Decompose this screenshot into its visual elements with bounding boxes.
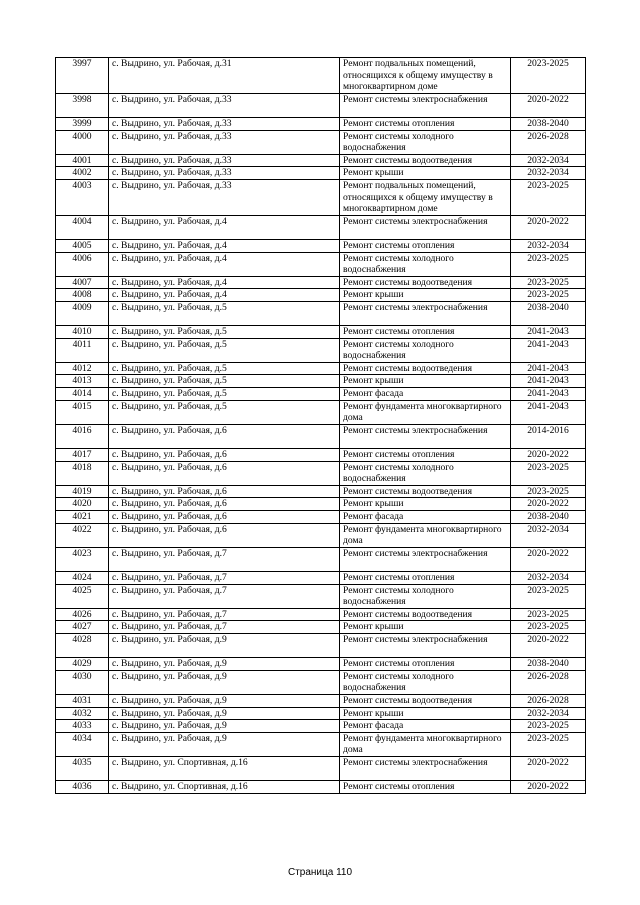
period-cell: 2023-2025 — [511, 584, 586, 608]
row-number-cell: 4017 — [56, 449, 109, 462]
work-type-cell: Ремонт крыши — [340, 621, 511, 634]
period-cell: 2041-2043 — [511, 388, 586, 401]
row-number-cell: 4021 — [56, 511, 109, 524]
address-cell: с. Выдрино, ул. Рабочая, д.9 — [109, 732, 340, 756]
row-number-cell: 4019 — [56, 485, 109, 498]
table-row — [56, 547, 586, 571]
address-cell: с. Выдрино, ул. Рабочая, д.6 — [109, 523, 340, 547]
work-type-cell: Ремонт системы холодного водоснабжения — [340, 130, 511, 154]
period-cell: 2020-2022 — [511, 498, 586, 511]
address-cell: с. Выдрино, ул. Рабочая, д.9 — [109, 670, 340, 694]
work-type-cell: Ремонт фундамента многоквартирного дома — [340, 523, 511, 547]
table-row — [56, 449, 586, 462]
period-cell: 2023-2025 — [511, 58, 586, 94]
table-row — [56, 511, 586, 524]
address-cell: с. Выдрино, ул. Рабочая, д.33 — [109, 154, 340, 167]
period-cell: 2032-2034 — [511, 154, 586, 167]
period-cell: 2038-2040 — [511, 301, 586, 325]
period-cell: 2014-2016 — [511, 424, 586, 448]
address-cell: с. Выдрино, ул. Рабочая, д.5 — [109, 338, 340, 362]
row-number-cell: 4032 — [56, 707, 109, 720]
period-cell: 2038-2040 — [511, 117, 586, 130]
period-cell: 2023-2025 — [511, 461, 586, 485]
table-row — [56, 117, 586, 130]
address-cell: с. Выдрино, ул. Рабочая, д.7 — [109, 584, 340, 608]
row-number-cell: 4010 — [56, 326, 109, 339]
address-cell: с. Выдрино, ул. Рабочая, д.6 — [109, 485, 340, 498]
address-cell: с. Выдрино, ул. Рабочая, д.5 — [109, 400, 340, 424]
row-number-cell: 4008 — [56, 289, 109, 302]
table-row — [56, 670, 586, 694]
table-body — [56, 58, 586, 794]
row-number-cell: 4034 — [56, 732, 109, 756]
table-row — [56, 498, 586, 511]
period-cell: 2038-2040 — [511, 658, 586, 671]
table-row — [56, 93, 586, 117]
repair-schedule-table — [55, 57, 586, 794]
period-cell: 2041-2043 — [511, 375, 586, 388]
row-number-cell: 4016 — [56, 424, 109, 448]
row-number-cell: 3997 — [56, 58, 109, 94]
work-type-cell: Ремонт фундамента многоквартирного дома — [340, 400, 511, 424]
row-number-cell: 4007 — [56, 276, 109, 289]
address-cell: с. Выдрино, ул. Рабочая, д.7 — [109, 547, 340, 571]
table-row — [56, 707, 586, 720]
table-row — [56, 58, 586, 94]
table-row — [56, 658, 586, 671]
work-type-cell: Ремонт подвальных помещений, относящихся к общему имуществу в многоквартирном доме — [340, 58, 511, 94]
period-cell: 2041-2043 — [511, 400, 586, 424]
row-number-cell: 4006 — [56, 252, 109, 276]
row-number-cell: 4000 — [56, 130, 109, 154]
work-type-cell: Ремонт системы холодного водоснабжения — [340, 461, 511, 485]
address-cell: с. Выдрино, ул. Рабочая, д.6 — [109, 449, 340, 462]
work-type-cell: Ремонт системы отопления — [340, 658, 511, 671]
address-cell: с. Выдрино, ул. Рабочая, д.7 — [109, 621, 340, 634]
period-cell: 2023-2025 — [511, 252, 586, 276]
period-cell: 2041-2043 — [511, 338, 586, 362]
row-number-cell: 4015 — [56, 400, 109, 424]
period-cell: 2032-2034 — [511, 707, 586, 720]
table-row — [56, 424, 586, 448]
table-row — [56, 239, 586, 252]
work-type-cell: Ремонт крыши — [340, 707, 511, 720]
work-type-cell: Ремонт системы водоотведения — [340, 154, 511, 167]
address-cell: с. Выдрино, ул. Рабочая, д.5 — [109, 326, 340, 339]
address-cell: с. Выдрино, ул. Рабочая, д.9 — [109, 658, 340, 671]
period-cell: 2020-2022 — [511, 633, 586, 657]
address-cell: с. Выдрино, ул. Рабочая, д.5 — [109, 375, 340, 388]
work-type-cell: Ремонт системы электроснабжения — [340, 633, 511, 657]
table-row — [56, 732, 586, 756]
row-number-cell: 4005 — [56, 239, 109, 252]
work-type-cell: Ремонт системы отопления — [340, 239, 511, 252]
address-cell: с. Выдрино, ул. Рабочая, д.4 — [109, 215, 340, 239]
period-cell: 2020-2022 — [511, 215, 586, 239]
row-number-cell: 4020 — [56, 498, 109, 511]
address-cell: с. Выдрино, ул. Рабочая, д.31 — [109, 58, 340, 94]
work-type-cell: Ремонт системы отопления — [340, 117, 511, 130]
table-row — [56, 130, 586, 154]
row-number-cell: 4026 — [56, 608, 109, 621]
row-number-cell: 4024 — [56, 571, 109, 584]
address-cell: с. Выдрино, ул. Рабочая, д.5 — [109, 301, 340, 325]
table-row — [56, 154, 586, 167]
work-type-cell: Ремонт системы электроснабжения — [340, 93, 511, 117]
work-type-cell: Ремонт системы отопления — [340, 571, 511, 584]
address-cell: с. Выдрино, ул. Рабочая, д.9 — [109, 720, 340, 733]
address-cell: с. Выдрино, ул. Рабочая, д.5 — [109, 388, 340, 401]
work-type-cell: Ремонт крыши — [340, 167, 511, 180]
row-number-cell: 4018 — [56, 461, 109, 485]
address-cell: с. Выдрино, ул. Рабочая, д.6 — [109, 424, 340, 448]
table-row — [56, 400, 586, 424]
table-row — [56, 167, 586, 180]
row-number-cell: 4030 — [56, 670, 109, 694]
table-row — [56, 301, 586, 325]
period-cell: 2023-2025 — [511, 621, 586, 634]
row-number-cell: 4014 — [56, 388, 109, 401]
table-row — [56, 179, 586, 215]
row-number-cell: 4013 — [56, 375, 109, 388]
work-type-cell: Ремонт фасада — [340, 720, 511, 733]
address-cell: с. Выдрино, ул. Рабочая, д.33 — [109, 179, 340, 215]
period-cell: 2020-2022 — [511, 93, 586, 117]
table-row — [56, 756, 586, 780]
period-cell: 2041-2043 — [511, 326, 586, 339]
table-row — [56, 694, 586, 707]
period-cell: 2032-2034 — [511, 167, 586, 180]
address-cell: с. Выдрино, ул. Спортивная, д.16 — [109, 781, 340, 794]
period-cell: 2041-2043 — [511, 362, 586, 375]
work-type-cell: Ремонт фундамента многоквартирного дома — [340, 732, 511, 756]
page-number: Страница 110 — [287, 867, 353, 878]
work-type-cell: Ремонт системы отопления — [340, 326, 511, 339]
period-cell: 2026-2028 — [511, 694, 586, 707]
table-row — [56, 608, 586, 621]
work-type-cell: Ремонт фасада — [340, 511, 511, 524]
row-number-cell: 4036 — [56, 781, 109, 794]
work-type-cell: Ремонт системы электроснабжения — [340, 215, 511, 239]
work-type-cell: Ремонт системы электроснабжения — [340, 547, 511, 571]
work-type-cell: Ремонт системы водоотведения — [340, 485, 511, 498]
table-row — [56, 571, 586, 584]
work-type-cell: Ремонт системы отопления — [340, 781, 511, 794]
period-cell: 2023-2025 — [511, 289, 586, 302]
work-type-cell: Ремонт подвальных помещений, относящихся к общему имуществу в многоквартирном доме — [340, 179, 511, 215]
row-number-cell: 4001 — [56, 154, 109, 167]
table-row — [56, 584, 586, 608]
period-cell: 2032-2034 — [511, 239, 586, 252]
period-cell: 2023-2025 — [511, 276, 586, 289]
work-type-cell: Ремонт системы водоотведения — [340, 276, 511, 289]
address-cell: с. Выдрино, ул. Рабочая, д.5 — [109, 362, 340, 375]
address-cell: с. Выдрино, ул. Рабочая, д.33 — [109, 130, 340, 154]
table-row — [56, 362, 586, 375]
work-type-cell: Ремонт системы электроснабжения — [340, 756, 511, 780]
work-type-cell: Ремонт системы отопления — [340, 449, 511, 462]
address-cell: с. Выдрино, ул. Рабочая, д.4 — [109, 289, 340, 302]
work-type-cell: Ремонт крыши — [340, 289, 511, 302]
period-cell: 2032-2034 — [511, 571, 586, 584]
period-cell: 2026-2028 — [511, 130, 586, 154]
row-number-cell: 4028 — [56, 633, 109, 657]
work-type-cell: Ремонт системы водоотведения — [340, 608, 511, 621]
work-type-cell: Ремонт крыши — [340, 498, 511, 511]
row-number-cell: 4004 — [56, 215, 109, 239]
table-row — [56, 289, 586, 302]
row-number-cell: 4022 — [56, 523, 109, 547]
row-number-cell: 4031 — [56, 694, 109, 707]
work-type-cell: Ремонт системы электроснабжения — [340, 301, 511, 325]
address-cell: с. Выдрино, ул. Рабочая, д.6 — [109, 461, 340, 485]
period-cell: 2023-2025 — [511, 720, 586, 733]
table-row — [56, 461, 586, 485]
table-row — [56, 485, 586, 498]
work-type-cell: Ремонт системы электроснабжения — [340, 424, 511, 448]
row-number-cell: 4025 — [56, 584, 109, 608]
table-row — [56, 215, 586, 239]
table-row — [56, 523, 586, 547]
address-cell: с. Выдрино, ул. Рабочая, д.9 — [109, 633, 340, 657]
row-number-cell: 4033 — [56, 720, 109, 733]
period-cell: 2023-2025 — [511, 179, 586, 215]
period-cell: 2020-2022 — [511, 449, 586, 462]
table-row — [56, 326, 586, 339]
period-cell: 2020-2022 — [511, 781, 586, 794]
row-number-cell: 3998 — [56, 93, 109, 117]
table-row — [56, 720, 586, 733]
work-type-cell: Ремонт системы водоотведения — [340, 694, 511, 707]
address-cell: с. Выдрино, ул. Рабочая, д.33 — [109, 117, 340, 130]
address-cell: с. Выдрино, ул. Рабочая, д.7 — [109, 571, 340, 584]
table-row — [56, 781, 586, 794]
row-number-cell: 3999 — [56, 117, 109, 130]
address-cell: с. Выдрино, ул. Рабочая, д.9 — [109, 694, 340, 707]
row-number-cell: 4011 — [56, 338, 109, 362]
address-cell: с. Выдрино, ул. Рабочая, д.4 — [109, 276, 340, 289]
work-type-cell: Ремонт системы холодного водоснабжения — [340, 252, 511, 276]
period-cell: 2020-2022 — [511, 756, 586, 780]
work-type-cell: Ремонт системы холодного водоснабжения — [340, 584, 511, 608]
work-type-cell: Ремонт фасада — [340, 388, 511, 401]
address-cell: с. Выдрино, ул. Рабочая, д.33 — [109, 93, 340, 117]
address-cell: с. Выдрино, ул. Рабочая, д.4 — [109, 239, 340, 252]
address-cell: с. Выдрино, ул. Рабочая, д.7 — [109, 608, 340, 621]
period-cell: 2023-2025 — [511, 732, 586, 756]
row-number-cell: 4035 — [56, 756, 109, 780]
table-row — [56, 633, 586, 657]
table-row — [56, 621, 586, 634]
row-number-cell: 4002 — [56, 167, 109, 180]
work-type-cell: Ремонт системы холодного водоснабжения — [340, 670, 511, 694]
table-row — [56, 375, 586, 388]
address-cell: с. Выдрино, ул. Спортивная, д.16 — [109, 756, 340, 780]
address-cell: с. Выдрино, ул. Рабочая, д.33 — [109, 167, 340, 180]
table-row — [56, 388, 586, 401]
address-cell: с. Выдрино, ул. Рабочая, д.6 — [109, 498, 340, 511]
work-type-cell: Ремонт системы холодного водоснабжения — [340, 338, 511, 362]
address-cell: с. Выдрино, ул. Рабочая, д.6 — [109, 511, 340, 524]
address-cell: с. Выдрино, ул. Рабочая, д.4 — [109, 252, 340, 276]
period-cell: 2038-2040 — [511, 511, 586, 524]
row-number-cell: 4023 — [56, 547, 109, 571]
period-cell: 2023-2025 — [511, 485, 586, 498]
work-type-cell: Ремонт системы водоотведения — [340, 362, 511, 375]
row-number-cell: 4009 — [56, 301, 109, 325]
row-number-cell: 4003 — [56, 179, 109, 215]
address-cell: с. Выдрино, ул. Рабочая, д.9 — [109, 707, 340, 720]
period-cell: 2032-2034 — [511, 523, 586, 547]
period-cell: 2020-2022 — [511, 547, 586, 571]
period-cell: 2026-2028 — [511, 670, 586, 694]
row-number-cell: 4029 — [56, 658, 109, 671]
work-type-cell: Ремонт крыши — [340, 375, 511, 388]
row-number-cell: 4027 — [56, 621, 109, 634]
table-row — [56, 276, 586, 289]
period-cell: 2023-2025 — [511, 608, 586, 621]
table-row — [56, 252, 586, 276]
row-number-cell: 4012 — [56, 362, 109, 375]
table-row — [56, 338, 586, 362]
